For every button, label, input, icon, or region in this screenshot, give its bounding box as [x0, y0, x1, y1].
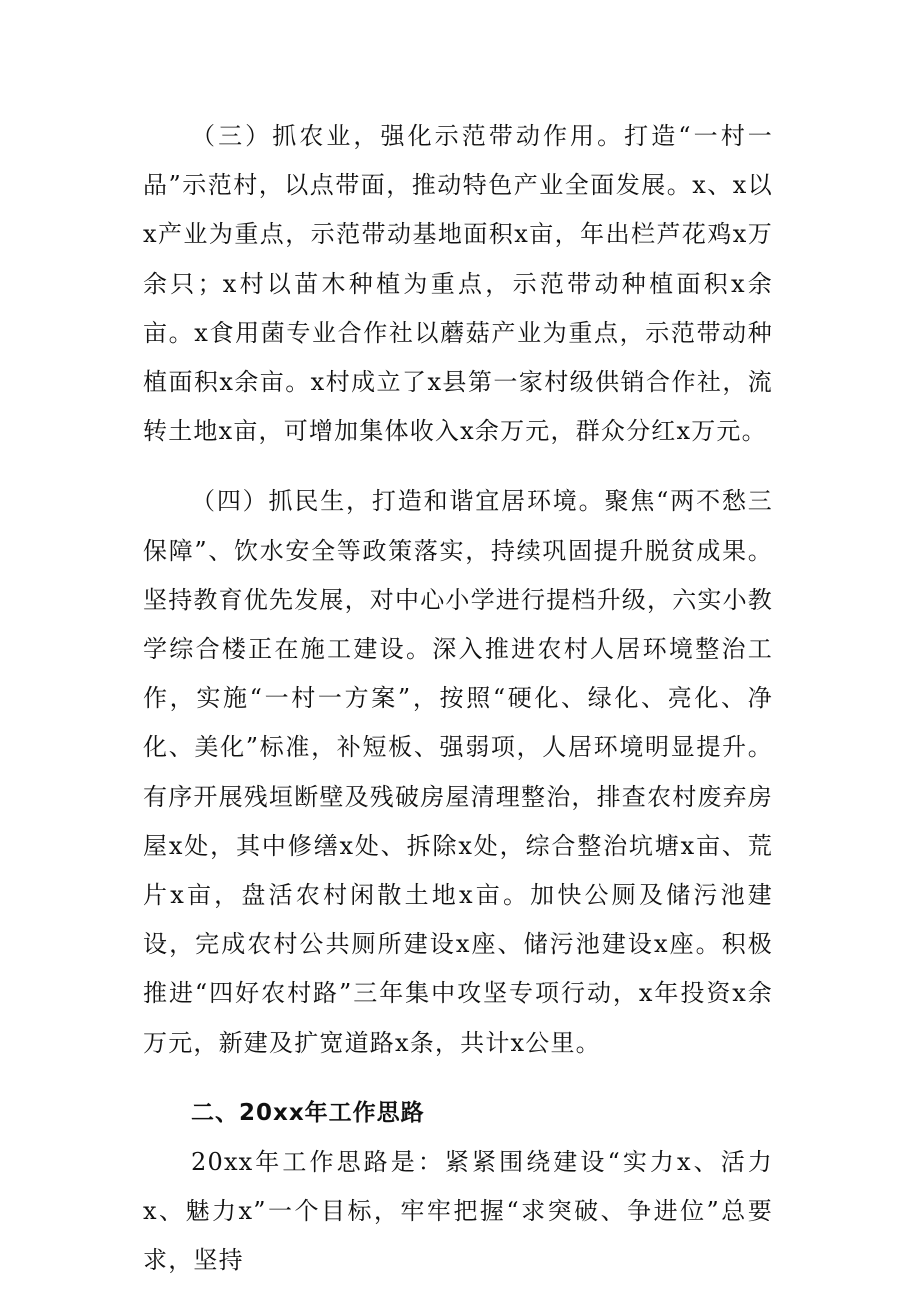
paragraph-work-plan: 20xx年工作思路是：紧紧围绕建设“实力x、活力x、魅力x”一个目标，牢牢把握“求突破、争进位”总要求，坚持: [143, 1147, 773, 1275]
document-body: [143, 112, 773, 1285]
section-heading: 二、20xx年工作思路: [191, 1099, 425, 1126]
paragraph-agriculture: （三）抓农业，强化示范带动作用。打造“一村一品”示范村，以点带面，推动特色产业全面发展。x、x以x产业为重点，示范带动基地面积x亩，年出栏芦花鸡x万余只；x村以苗木种植为重点，示范带动种植面积x余亩。x食用菌专业合作社以蘑菇产业为重点，示范带动种植面积x余亩。x村成立了x县第一家村级供销合作社，流转土地x亩，可增加集体收入x余万元，群众分红x万元。: [143, 122, 773, 446]
paragraph-livelihood: （四）抓民生，打造和谐宜居环境。聚焦“两不愁三保障”、饮水安全等政策落实，持续巩固提升脱贫成果。坚持教育优先发展，对中心小学进行提档升级，六实小教学综合楼正在施工建设。深入推进农村人居环境整治工作，实施“一村一方案”，按照“硬化、绿化、亮化、净化、美化”标准，补短板、强弱项，人居环境明显提升。有序开展残垣断壁及残破房屋清理整治，排查农村废弃房屋x处，其中修缮x处、拆除x处，综合整治坑塘x亩、荒片x亩，盘活农村闲散土地x亩。加快公厕及储污池建设，完成农村公共厕所建设x座、储污池建设x座。积极推进“四好农村路”三年集中攻坚专项行动，x年投资x余万元，新建及扩宽道路x条，共计x公里。: [143, 487, 773, 1057]
